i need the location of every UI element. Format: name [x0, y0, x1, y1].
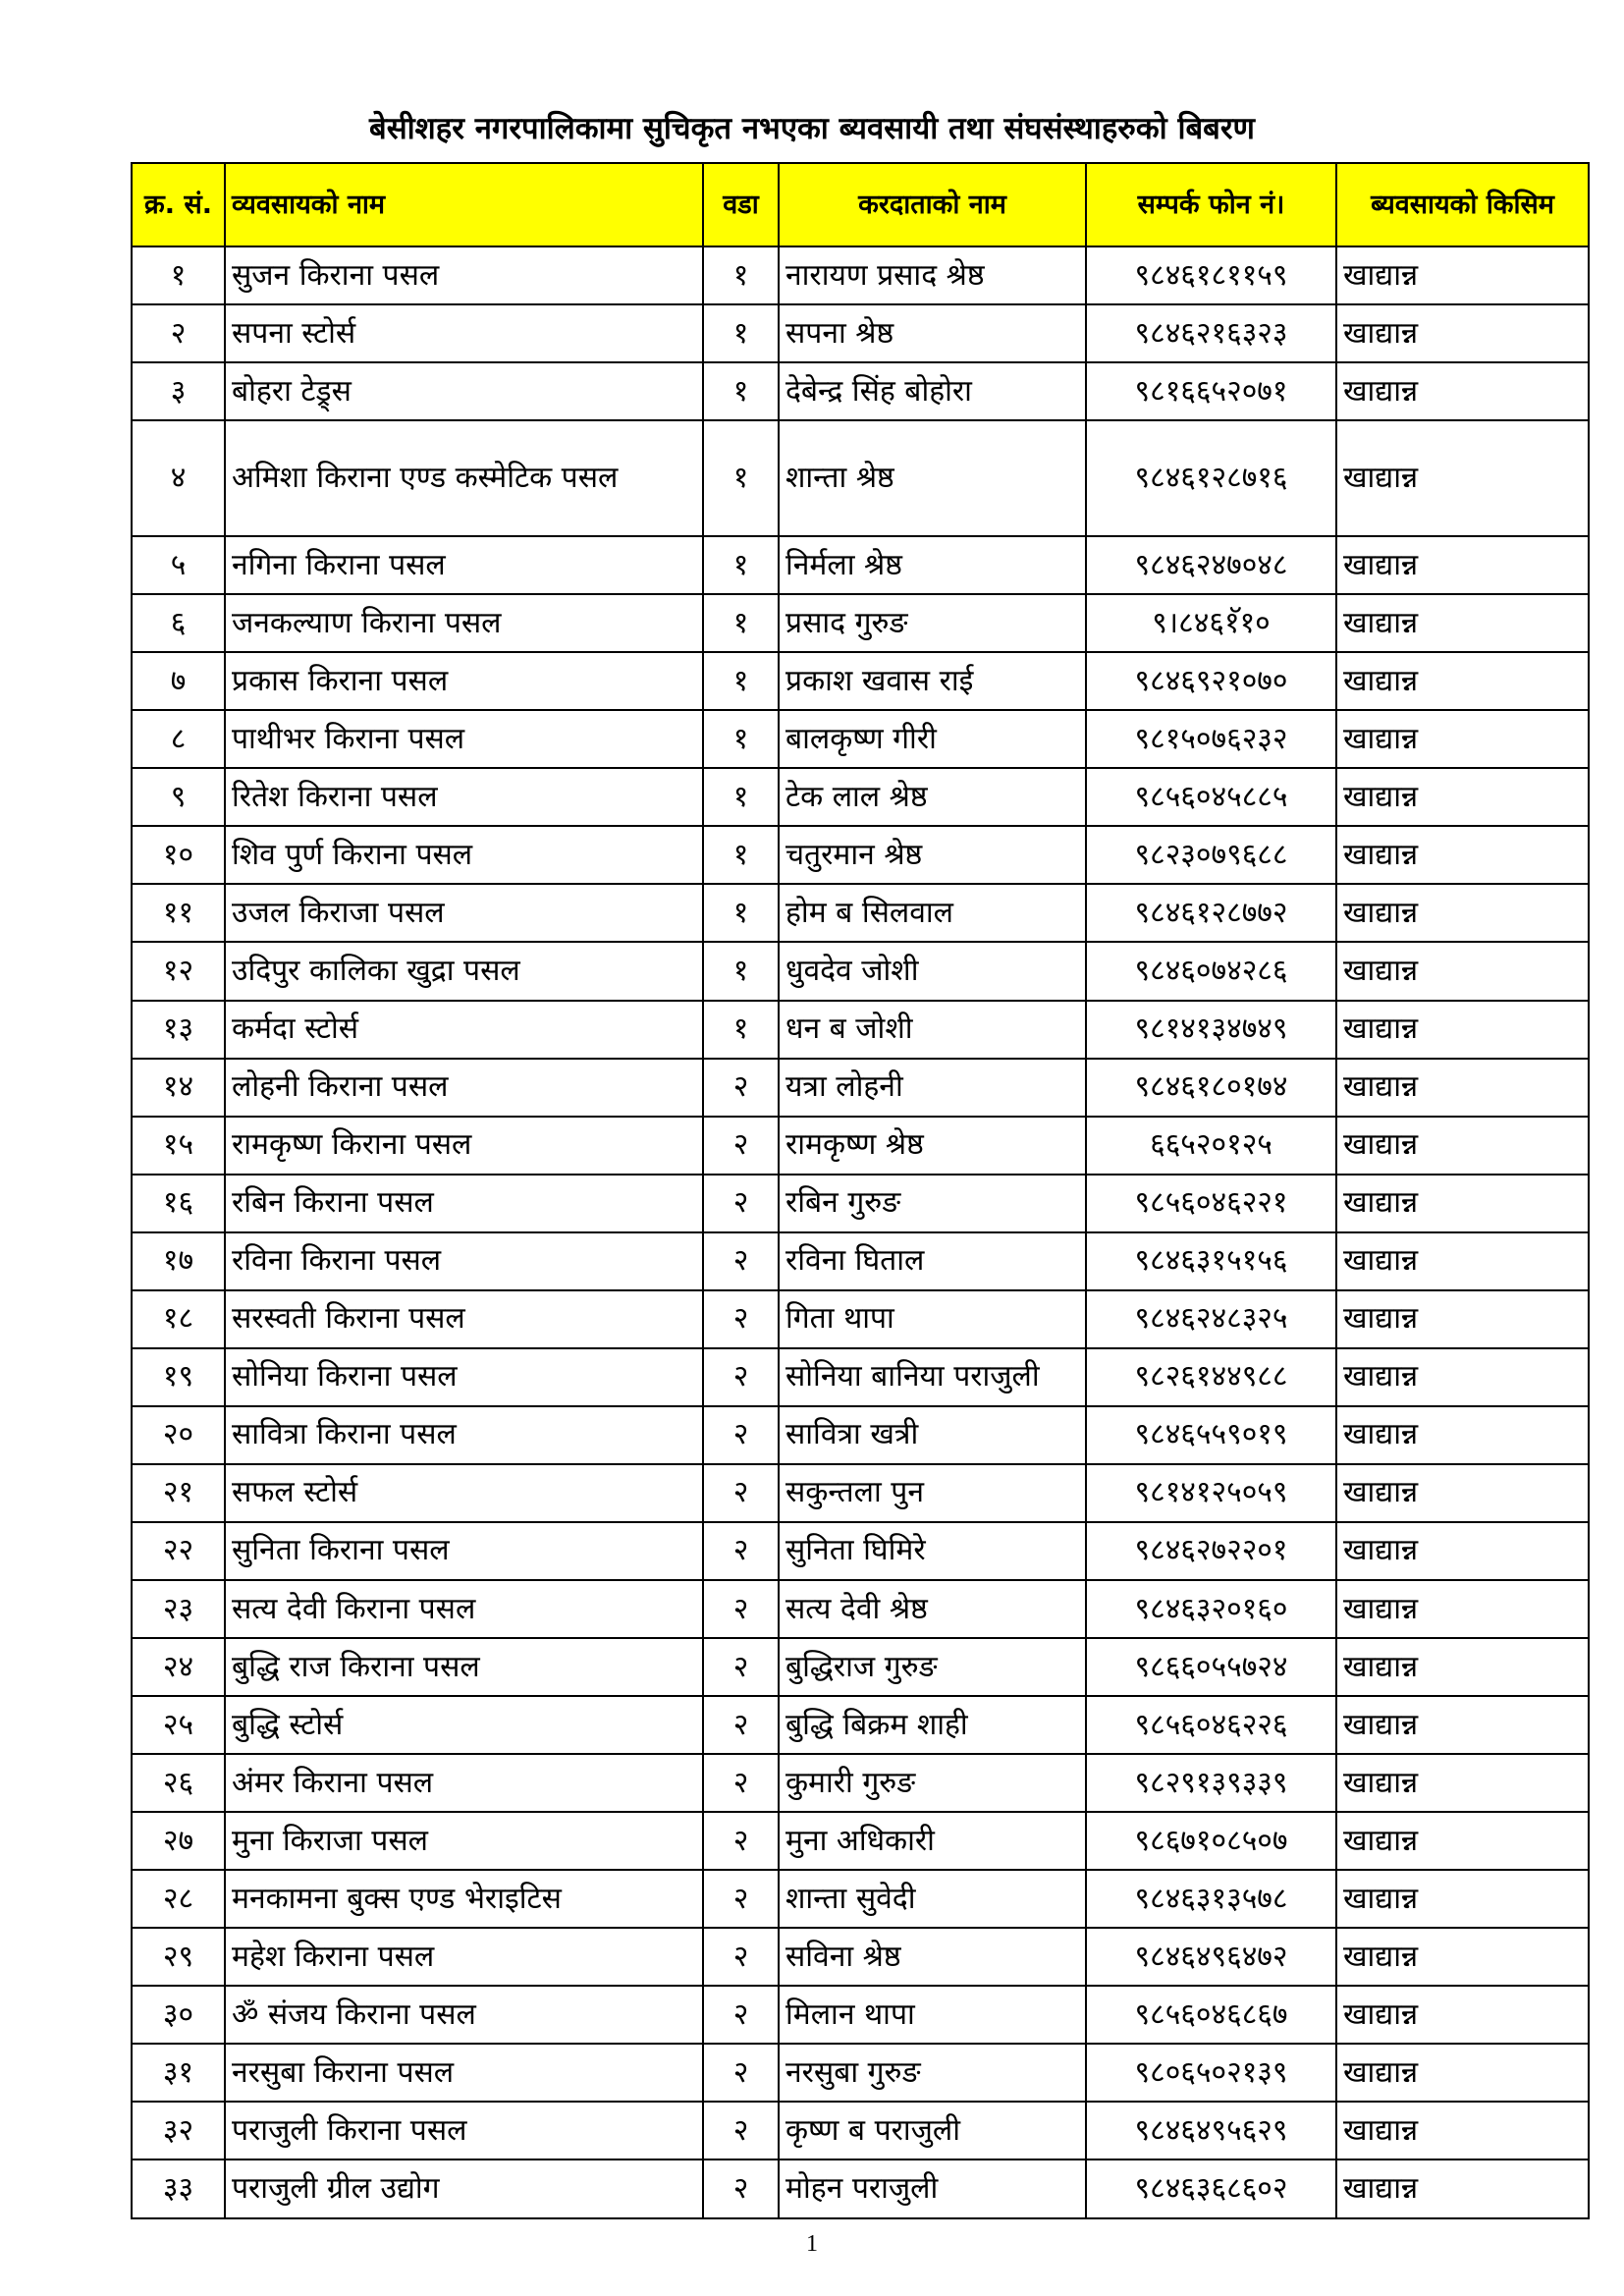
table-row	[132, 2159, 1589, 2217]
business-type-cell: खाद्यान्न	[1336, 1986, 1589, 2044]
serial-number-cell: १	[132, 246, 225, 304]
business-name-cell: प्रकास किराना पसल	[225, 652, 703, 710]
business-type-cell: खाद्यान्न	[1336, 1812, 1589, 1870]
phone-cell: ९८४६०७४२८६	[1086, 942, 1336, 1000]
table-row	[132, 1522, 1589, 1580]
serial-number-cell: ३३	[132, 2159, 225, 2217]
business-type-cell: खाद्यान्न	[1336, 362, 1589, 420]
business-name-cell: नगिना किराना पसल	[225, 536, 703, 594]
ward-cell: १	[703, 536, 779, 594]
serial-number-cell: १२	[132, 942, 225, 1000]
phone-cell: ६६५२०१२५	[1086, 1117, 1336, 1175]
business-type-cell: खाद्यान्न	[1336, 2044, 1589, 2102]
business-type-cell: खाद्यान्न	[1336, 1522, 1589, 1580]
ward-cell: २	[703, 1696, 779, 1754]
business-type-cell: खाद्यान्न	[1336, 1464, 1589, 1522]
phone-cell: ९८४६१२८७१६	[1086, 420, 1336, 536]
business-type-cell: खाद्यान्न	[1336, 304, 1589, 362]
taxpayer-name-cell: सपना श्रेष्ठ	[779, 304, 1086, 362]
serial-number-cell: २८	[132, 1870, 225, 1928]
taxpayer-name-cell: प्रकाश खवास राई	[779, 652, 1086, 710]
ward-cell: २	[703, 1986, 779, 2044]
serial-number-cell: २५	[132, 1696, 225, 1754]
taxpayer-name-cell: प्रसाद गुरुङ	[779, 594, 1086, 652]
business-type-cell: खाद्यान्न	[1336, 246, 1589, 304]
business-name-cell: अंमर किराना पसल	[225, 1754, 703, 1812]
table-row	[132, 1638, 1589, 1696]
ward-cell: २	[703, 2102, 779, 2159]
serial-number-cell: १८	[132, 1290, 225, 1348]
phone-cell: ९८४६३२०१६०	[1086, 1580, 1336, 1638]
serial-number-cell: २६	[132, 1754, 225, 1812]
business-name-cell: ॐ संजय किराना पसल	[225, 1986, 703, 2044]
taxpayer-name-cell: टेक लाल श्रेष्ठ	[779, 768, 1086, 826]
table-row	[132, 1986, 1589, 2044]
header-sn: क्र. सं.	[132, 163, 225, 246]
business-type-cell: खाद्यान्न	[1336, 710, 1589, 768]
serial-number-cell: २४	[132, 1638, 225, 1696]
serial-number-cell: १६	[132, 1175, 225, 1232]
business-type-cell: खाद्यान्न	[1336, 594, 1589, 652]
phone-cell: ९८४६१२८७७२	[1086, 884, 1336, 942]
table-row	[132, 1290, 1589, 1348]
taxpayer-name-cell: रविना घिताल	[779, 1232, 1086, 1290]
table-row	[132, 1232, 1589, 1290]
business-name-cell: सफल स्टोर्स	[225, 1464, 703, 1522]
table-row	[132, 768, 1589, 826]
business-name-cell: उदिपुर कालिका खुद्रा पसल	[225, 942, 703, 1000]
phone-cell: ९८२३०७९६८८	[1086, 826, 1336, 884]
taxpayer-name-cell: होम ब सिलवाल	[779, 884, 1086, 942]
phone-cell: ९८४६२१६३२३	[1086, 304, 1336, 362]
table-row	[132, 1117, 1589, 1175]
phone-cell: ९८४६३१३५७८	[1086, 1870, 1336, 1928]
table-body	[132, 246, 1589, 2218]
taxpayer-name-cell: मुना अधिकारी	[779, 1812, 1086, 1870]
business-name-cell: मुना किराजा पसल	[225, 1812, 703, 1870]
business-type-cell: खाद्यान्न	[1336, 1696, 1589, 1754]
table-row	[132, 420, 1589, 536]
serial-number-cell: २०	[132, 1406, 225, 1464]
business-type-cell: खाद्यान्न	[1336, 2159, 1589, 2217]
taxpayer-name-cell: सोनिया बानिया पराजुली	[779, 1348, 1086, 1406]
table-row	[132, 1754, 1589, 1812]
phone-cell: ९८४६४९५६२९	[1086, 2102, 1336, 2159]
business-name-cell: महेश किराना पसल	[225, 1928, 703, 1986]
document-title: बेसीशहर नगरपालिकामा सुचिकृत नभएका ब्यवसायी तथा संघसंस्थाहरुको बिबरण	[369, 111, 1255, 146]
table-row	[132, 710, 1589, 768]
business-name-cell: रविना किराना पसल	[225, 1232, 703, 1290]
business-type-cell: खाद्यान्न	[1336, 884, 1589, 942]
header-taxpayer-name: करदाताको नाम	[779, 163, 1086, 246]
business-name-cell: सुनिता किराना पसल	[225, 1522, 703, 1580]
phone-cell: ९८५६०४६२२१	[1086, 1175, 1336, 1232]
serial-number-cell: ११	[132, 884, 225, 942]
ward-cell: २	[703, 1580, 779, 1638]
taxpayer-name-cell: गिता थापा	[779, 1290, 1086, 1348]
phone-cell: ९८१४१२५०५९	[1086, 1464, 1336, 1522]
business-type-cell: खाद्यान्न	[1336, 768, 1589, 826]
table-row	[132, 1348, 1589, 1406]
table-row	[132, 1580, 1589, 1638]
taxpayer-name-cell: रबिन गुरुङ	[779, 1175, 1086, 1232]
business-name-cell: सुजन किराना पसल	[225, 246, 703, 304]
business-name-cell: सोनिया किराना पसल	[225, 1348, 703, 1406]
table-row	[132, 1870, 1589, 1928]
serial-number-cell: २	[132, 304, 225, 362]
business-name-cell: कर्मदा स्टोर्स	[225, 1001, 703, 1059]
business-type-cell: खाद्यान्न	[1336, 1870, 1589, 1928]
serial-number-cell: १४	[132, 1059, 225, 1117]
business-type-cell: खाद्यान्न	[1336, 1638, 1589, 1696]
ward-cell: १	[703, 768, 779, 826]
phone-cell: ९८४६३६८६०२	[1086, 2159, 1336, 2217]
business-name-cell: बोहरा टेड्र्स	[225, 362, 703, 420]
phone-cell: ९८४६२४८३२५	[1086, 1290, 1336, 1348]
phone-cell: ९८१६६५२०७१	[1086, 362, 1336, 420]
ward-cell: १	[703, 710, 779, 768]
header-business-name: व्यवसायको नाम	[225, 163, 703, 246]
business-type-cell: खाद्यान्न	[1336, 420, 1589, 536]
table-row	[132, 1175, 1589, 1232]
business-name-cell: पराजुली किराना पसल	[225, 2102, 703, 2159]
business-type-cell: खाद्यान्न	[1336, 536, 1589, 594]
phone-cell: ९८५६०४५८८५	[1086, 768, 1336, 826]
serial-number-cell: २३	[132, 1580, 225, 1638]
business-name-cell: उजल किराजा पसल	[225, 884, 703, 942]
business-list-table	[131, 162, 1590, 2219]
business-type-cell: खाद्यान्न	[1336, 1001, 1589, 1059]
serial-number-cell: १०	[132, 826, 225, 884]
business-name-cell: सत्य देवी किराना पसल	[225, 1580, 703, 1638]
business-name-cell: लोहनी किराना पसल	[225, 1059, 703, 1117]
ward-cell: १	[703, 246, 779, 304]
taxpayer-name-cell: बुद्धि बिक्रम शाही	[779, 1696, 1086, 1754]
ward-cell: २	[703, 1464, 779, 1522]
business-name-cell: अमिशा किराना एण्ड कस्मेटिक पसल	[225, 420, 703, 536]
table-row	[132, 594, 1589, 652]
business-name-cell: बुद्धि स्टोर्स	[225, 1696, 703, 1754]
ward-cell: २	[703, 1928, 779, 1986]
taxpayer-name-cell: सुनिता घिमिरे	[779, 1522, 1086, 1580]
table-header	[132, 163, 1589, 246]
phone-cell: ९८४६९२१०७०	[1086, 652, 1336, 710]
phone-cell: ९८०६५०२१३९	[1086, 2044, 1336, 2102]
table-row	[132, 1001, 1589, 1059]
taxpayer-name-cell: शान्ता श्रेष्ठ	[779, 420, 1086, 536]
taxpayer-name-cell: यत्रा लोहनी	[779, 1059, 1086, 1117]
business-name-cell: शिव पुर्ण किराना पसल	[225, 826, 703, 884]
serial-number-cell: ८	[132, 710, 225, 768]
ward-cell: २	[703, 1117, 779, 1175]
taxpayer-name-cell: चतुरमान श्रेष्ठ	[779, 826, 1086, 884]
business-name-cell: बुद्धि राज किराना पसल	[225, 1638, 703, 1696]
business-type-cell: खाद्यान्न	[1336, 1290, 1589, 1348]
taxpayer-name-cell: धन ब जोशी	[779, 1001, 1086, 1059]
business-type-cell: खाद्यान्न	[1336, 1580, 1589, 1638]
table-row	[132, 246, 1589, 304]
phone-cell: ९८२९१३९३३९	[1086, 1754, 1336, 1812]
business-name-cell: मनकामना बुक्स एण्ड भेराइटिस	[225, 1870, 703, 1928]
taxpayer-name-cell: धुवदेव जोशी	[779, 942, 1086, 1000]
business-type-cell: खाद्यान्न	[1336, 2102, 1589, 2159]
table-row	[132, 362, 1589, 420]
serial-number-cell: १५	[132, 1117, 225, 1175]
phone-cell: ९८४६२४७०४८	[1086, 536, 1336, 594]
table-row	[132, 304, 1589, 362]
business-name-cell: सरस्वती किराना पसल	[225, 1290, 703, 1348]
phone-cell: ९८४६५५९०१९	[1086, 1406, 1336, 1464]
table-row	[132, 1696, 1589, 1754]
serial-number-cell: ३	[132, 362, 225, 420]
table-row	[132, 2102, 1589, 2159]
serial-number-cell: १९	[132, 1348, 225, 1406]
serial-number-cell: ३२	[132, 2102, 225, 2159]
table-row	[132, 536, 1589, 594]
serial-number-cell: ४	[132, 420, 225, 536]
ward-cell: २	[703, 1754, 779, 1812]
phone-cell: ९८४६१८०१७४	[1086, 1059, 1336, 1117]
business-name-cell: रबिन किराना पसल	[225, 1175, 703, 1232]
phone-cell: ९८४६१८११५९	[1086, 246, 1336, 304]
phone-cell: ९८५६०४६८६७	[1086, 1986, 1336, 2044]
serial-number-cell: ७	[132, 652, 225, 710]
phone-cell: ९८६७१०८५०७	[1086, 1812, 1336, 1870]
taxpayer-name-cell: देबेन्द्र सिंह बोहोरा	[779, 362, 1086, 420]
ward-cell: २	[703, 1406, 779, 1464]
header-row	[132, 163, 1589, 246]
table-row	[132, 826, 1589, 884]
taxpayer-name-cell: नारायण प्रसाद श्रेष्ठ	[779, 246, 1086, 304]
business-type-cell: खाद्यान्न	[1336, 1348, 1589, 1406]
serial-number-cell: २७	[132, 1812, 225, 1870]
ward-cell: १	[703, 884, 779, 942]
phone-cell: ९८५६०४६२२६	[1086, 1696, 1336, 1754]
taxpayer-name-cell: मिलान थापा	[779, 1986, 1086, 2044]
taxpayer-name-cell: मोहन पराजुली	[779, 2159, 1086, 2217]
taxpayer-name-cell: बालकृष्ण गीरी	[779, 710, 1086, 768]
business-name-cell: सपना स्टोर्स	[225, 304, 703, 362]
header-business-type: ब्यवसायको किसिम	[1336, 163, 1589, 246]
ward-cell: १	[703, 942, 779, 1000]
ward-cell: २	[703, 1812, 779, 1870]
ward-cell: २	[703, 1232, 779, 1290]
ward-cell: १	[703, 826, 779, 884]
taxpayer-name-cell: नरसुबा गुरुङ	[779, 2044, 1086, 2102]
serial-number-cell: ३०	[132, 1986, 225, 2044]
serial-number-cell: ६	[132, 594, 225, 652]
taxpayer-name-cell: सावित्रा खत्री	[779, 1406, 1086, 1464]
table-row	[132, 884, 1589, 942]
taxpayer-name-cell: सत्य देवी श्रेष्ठ	[779, 1580, 1086, 1638]
table-row	[132, 652, 1589, 710]
phone-cell: ९८६६०५५७२४	[1086, 1638, 1336, 1696]
business-type-cell: खाद्यान्न	[1336, 1232, 1589, 1290]
table-row	[132, 1464, 1589, 1522]
phone-cell: ९।८४६१ॅ१०	[1086, 594, 1336, 652]
business-type-cell: खाद्यान्न	[1336, 1754, 1589, 1812]
ward-cell: १	[703, 1001, 779, 1059]
business-name-cell: रितेश किराना पसल	[225, 768, 703, 826]
business-type-cell: खाद्यान्न	[1336, 1059, 1589, 1117]
taxpayer-name-cell: रामकृष्ण श्रेष्ठ	[779, 1117, 1086, 1175]
serial-number-cell: २१	[132, 1464, 225, 1522]
ward-cell: २	[703, 2044, 779, 2102]
business-type-cell: खाद्यान्न	[1336, 942, 1589, 1000]
header-phone: सम्पर्क फोन नं।	[1086, 163, 1336, 246]
taxpayer-name-cell: निर्मला श्रेष्ठ	[779, 536, 1086, 594]
business-type-cell: खाद्यान्न	[1336, 1928, 1589, 1986]
business-type-cell: खाद्यान्न	[1336, 652, 1589, 710]
business-name-cell: पराजुली ग्रील उद्योग	[225, 2159, 703, 2217]
business-name-cell: नरसुबा किराना पसल	[225, 2044, 703, 2102]
ward-cell: १	[703, 304, 779, 362]
table-row	[132, 2044, 1589, 2102]
table-row	[132, 942, 1589, 1000]
business-name-cell: पाथीभर किराना पसल	[225, 710, 703, 768]
serial-number-cell: २२	[132, 1522, 225, 1580]
taxpayer-name-cell: सविना श्रेष्ठ	[779, 1928, 1086, 1986]
ward-cell: २	[703, 2159, 779, 2217]
ward-cell: २	[703, 1290, 779, 1348]
header-ward: वडा	[703, 163, 779, 246]
business-name-cell: जनकल्याण किराना पसल	[225, 594, 703, 652]
phone-cell: ९८४६२७२२०१	[1086, 1522, 1336, 1580]
table-row	[132, 1059, 1589, 1117]
ward-cell: २	[703, 1522, 779, 1580]
ward-cell: २	[703, 1059, 779, 1117]
serial-number-cell: १३	[132, 1001, 225, 1059]
ward-cell: १	[703, 362, 779, 420]
serial-number-cell: ३१	[132, 2044, 225, 2102]
ward-cell: २	[703, 1348, 779, 1406]
phone-cell: ९८१५०७६२३२	[1086, 710, 1336, 768]
table-row	[132, 1812, 1589, 1870]
page-number: 1	[806, 2231, 818, 2257]
phone-cell: ९८१४१३४७४९	[1086, 1001, 1336, 1059]
taxpayer-name-cell: कुमारी गुरुङ	[779, 1754, 1086, 1812]
serial-number-cell: ५	[132, 536, 225, 594]
ward-cell: २	[703, 1638, 779, 1696]
business-type-cell: खाद्यान्न	[1336, 1117, 1589, 1175]
ward-cell: १	[703, 420, 779, 536]
serial-number-cell: १७	[132, 1232, 225, 1290]
business-type-cell: खाद्यान्न	[1336, 826, 1589, 884]
table-row	[132, 1406, 1589, 1464]
taxpayer-name-cell: सकुन्तला पुन	[779, 1464, 1086, 1522]
business-name-cell: रामकृष्ण किराना पसल	[225, 1117, 703, 1175]
business-name-cell: सावित्रा किराना पसल	[225, 1406, 703, 1464]
ward-cell: २	[703, 1175, 779, 1232]
ward-cell: १	[703, 652, 779, 710]
taxpayer-name-cell: शान्ता सुवेदी	[779, 1870, 1086, 1928]
serial-number-cell: ९	[132, 768, 225, 826]
taxpayer-name-cell: बुद्धिराज गुरुङ	[779, 1638, 1086, 1696]
phone-cell: ९८४६४९६४७२	[1086, 1928, 1336, 1986]
phone-cell: ९८४६३१५१५६	[1086, 1232, 1336, 1290]
business-type-cell: खाद्यान्न	[1336, 1175, 1589, 1232]
phone-cell: ९८२६१४४९८८	[1086, 1348, 1336, 1406]
ward-cell: १	[703, 594, 779, 652]
table-row	[132, 1928, 1589, 1986]
ward-cell: २	[703, 1870, 779, 1928]
business-type-cell: खाद्यान्न	[1336, 1406, 1589, 1464]
taxpayer-name-cell: कृष्ण ब पराजुली	[779, 2102, 1086, 2159]
serial-number-cell: २९	[132, 1928, 225, 1986]
